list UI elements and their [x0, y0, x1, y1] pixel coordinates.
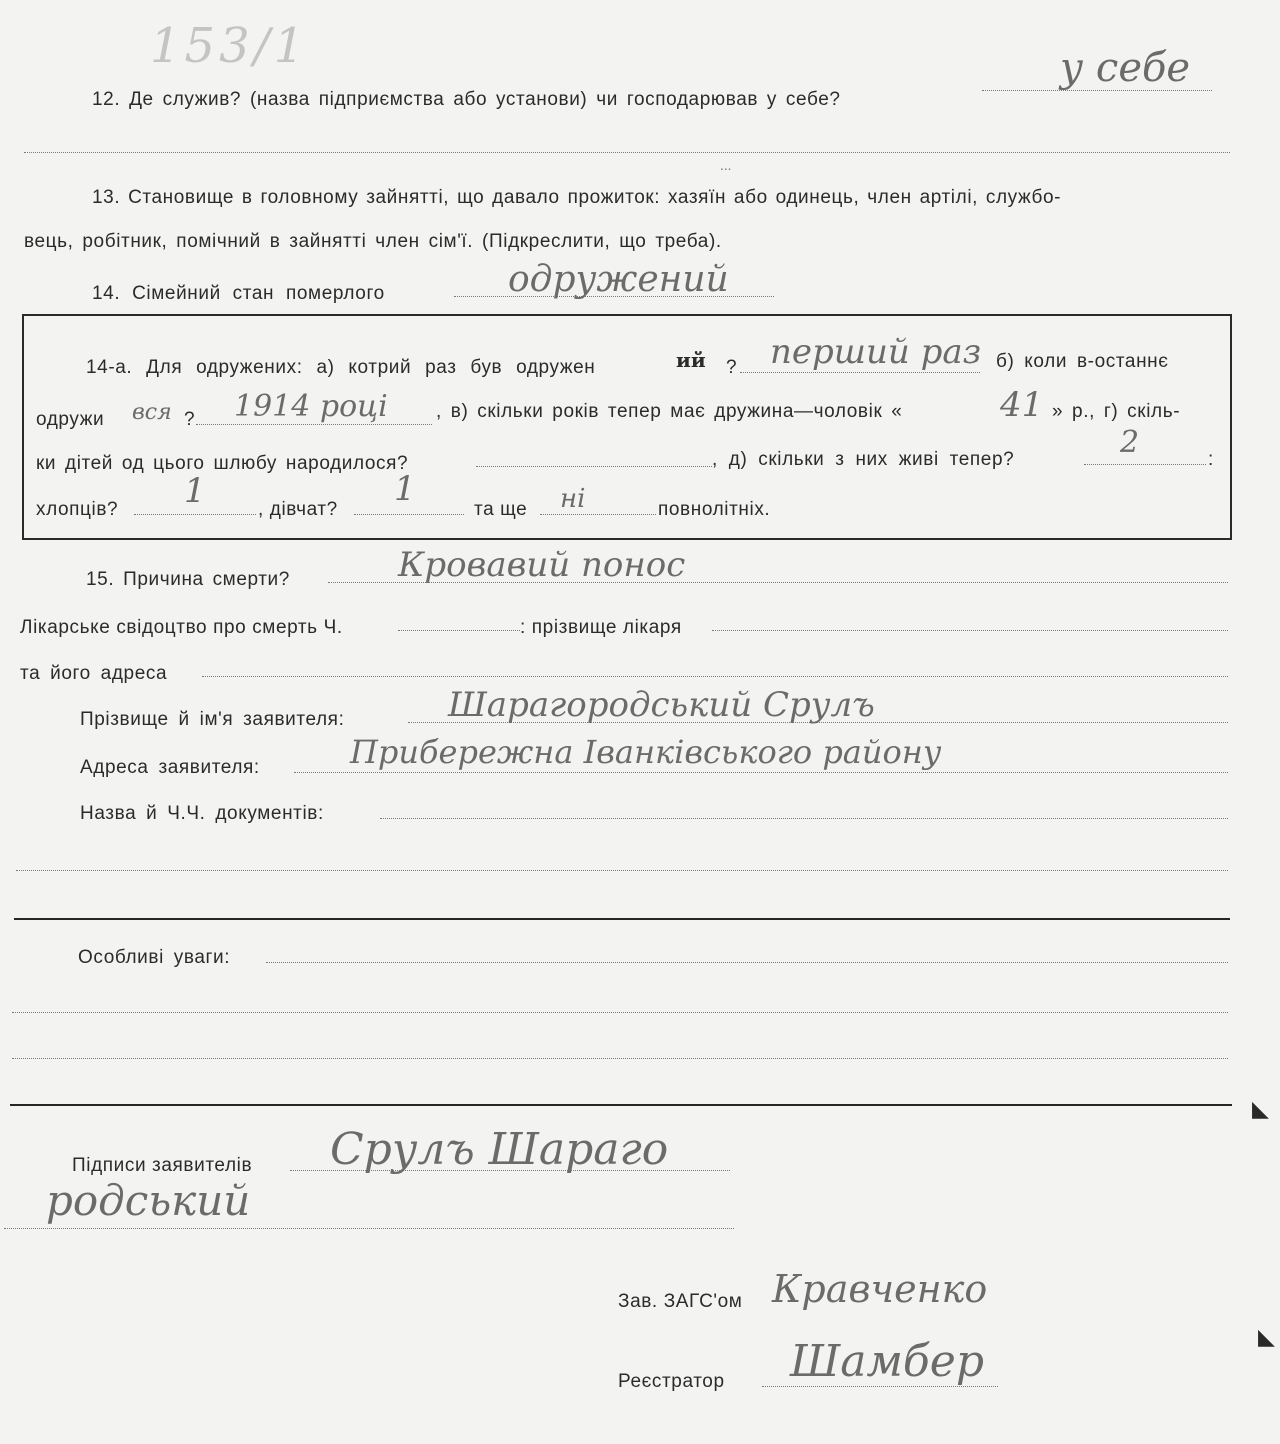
applicant-address-line	[294, 772, 1228, 773]
q14a-line1-label: 14-а. Для одружених: а) котрий раз був одружен	[86, 357, 596, 378]
special-notes-line-2	[12, 1012, 1228, 1013]
section-divider-2	[10, 1104, 1232, 1106]
binding-hole-mark-2: ◣	[1258, 1324, 1275, 1349]
applicant-address: Прибережна Іванківського району	[350, 733, 942, 771]
q14a-line2-crossed: вся	[132, 400, 172, 425]
special-notes-label: Особливі уваги:	[78, 947, 231, 968]
q14a-more-line	[540, 514, 656, 515]
medical-cert-label: Лікарське свідоцтво про смерть Ч.	[20, 617, 343, 638]
section-divider-1	[14, 918, 1230, 920]
zags-head-signature: Кравченко	[772, 1267, 988, 1311]
doctor-address-label: та його адреса	[20, 663, 168, 684]
applicant-signatures-label: Підписи заявителів	[72, 1155, 253, 1176]
applicant-signature-1: Срулъ Шараго	[330, 1124, 669, 1175]
q14a-line2-b: , в) скільки років тепер має дружина—чоловік «	[436, 401, 903, 422]
q14a-line2-answer-line	[196, 424, 432, 425]
zags-head-label: Зав. ЗАГС'ом	[618, 1291, 743, 1312]
q14a-living-count: 2	[1120, 425, 1140, 460]
q14a-girls-count: 1	[394, 469, 416, 509]
applicant-name: Шарагородський Срулъ	[448, 685, 875, 725]
q15-label: 15. Причина смерти?	[86, 569, 290, 590]
q12-answer: у себе	[1060, 45, 1191, 91]
q14a-line1-answer-line	[740, 372, 980, 373]
documents-label: Назва й Ч.Ч. документів:	[80, 803, 324, 824]
q14a-line1-answer: перший раз	[770, 332, 982, 372]
q14a-girls-label: , дівчат?	[258, 499, 338, 520]
binding-hole-mark-1: ◣	[1252, 1096, 1269, 1121]
q14a-boys-line	[134, 514, 256, 515]
q14a-living-line	[1084, 464, 1206, 465]
applicant-signature-2: родський	[46, 1176, 251, 1225]
q14-answer: одружений	[508, 259, 729, 300]
q14a-line3-answer-line	[476, 466, 712, 467]
applicant-address-label: Адреса заявителя:	[80, 757, 260, 778]
doctor-name-line	[712, 630, 1228, 631]
q12-continuation-line	[24, 152, 1230, 153]
q14a-girls-line	[354, 514, 464, 515]
documents-line	[380, 818, 1228, 819]
page-number-stamp: 153/1	[150, 18, 309, 74]
medical-cert-number-line	[398, 630, 520, 631]
q14a-line3-b: , д) скільки з них живі тепер?	[712, 449, 1015, 470]
special-notes-line-3	[12, 1058, 1228, 1059]
registrar-signature: Шамбер	[790, 1336, 984, 1387]
q15-answer: Кровавий понос	[398, 545, 686, 585]
q14a-line1-crossed: ий	[676, 348, 706, 372]
documents-continuation-line	[16, 870, 1228, 871]
q12-label: 12. Де служив? (назва підприємства або установи) чи господарював у себе?	[92, 89, 841, 110]
q14a-boys-count: 1	[184, 471, 206, 511]
applicant-name-label: Прізвище й ім'я заявителя:	[80, 709, 345, 730]
doctor-address-line	[202, 676, 1228, 677]
q14a-line2-qmark: ?	[184, 409, 196, 430]
q14a-line2-label: одружи	[36, 409, 105, 430]
q14a-more-label: та ще	[474, 499, 528, 520]
q14a-boys-label: хлопців?	[36, 499, 119, 520]
doctor-name-label: : прізвище лікаря	[520, 617, 682, 638]
q13-line-2: вець, робітник, помічний в зайнятті член сім'ї. (Підкреслити, що треба).	[24, 231, 722, 252]
q14a-line1-qmark: ?	[726, 357, 738, 378]
q14a-line2-answer: 1914 році	[234, 389, 388, 424]
applicant-signatures-line-2	[4, 1228, 734, 1229]
q14a-wife-age: 41	[1000, 385, 1044, 425]
q14a-line2-c: » р., г) скіль-	[1052, 401, 1181, 422]
q14a-more-answer: ні	[560, 484, 586, 514]
q13-above-note: ...	[720, 159, 732, 173]
registrar-label: Реєстратор	[618, 1371, 725, 1392]
q14a-line1-b: б) коли в-останнє	[996, 351, 1169, 372]
q14a-adults-label: повнолітніх.	[658, 499, 771, 520]
q14-label: 14. Сімейний стан померлого	[92, 283, 385, 304]
special-notes-line-1	[266, 962, 1228, 963]
q13-line-1: 13. Становище в головному зайнятті, що давало прожиток: хазяїн або одинець, член артілі, службо-	[92, 187, 1062, 208]
q14a-line3-colon: :	[1208, 449, 1214, 470]
q14a-line3-a: ки дітей од цього шлюбу народилося?	[36, 453, 409, 474]
